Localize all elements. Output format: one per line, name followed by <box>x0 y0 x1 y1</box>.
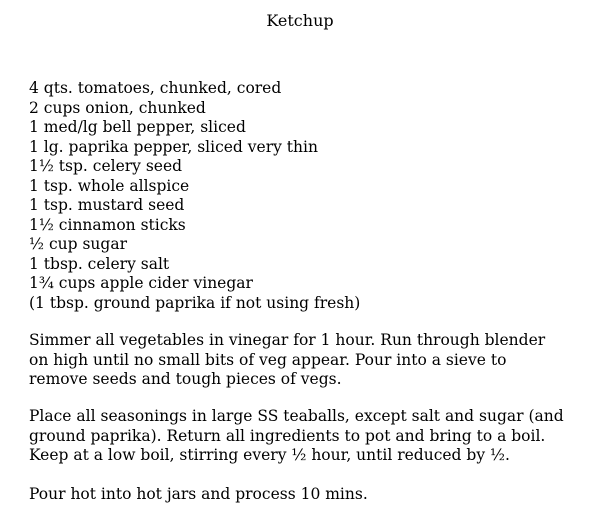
instruction-line: Place all seasonings in large SS teaballs, except salt and sugar (and <box>29 407 564 425</box>
ingredient-item: (1 tbsp. ground paprika if not using fresh) <box>29 293 361 312</box>
instruction-line: Pour hot into hot jars and process 10 mins. <box>29 485 368 503</box>
ingredient-item: 1½ cinnamon sticks <box>29 215 186 234</box>
instruction-paragraph-simmer <box>29 331 545 390</box>
instruction-paragraph-seasonings <box>29 407 564 466</box>
ingredient-item: 1 med/lg bell pepper, sliced <box>29 118 246 136</box>
instruction-line: Simmer all vegetables in vinegar for 1 hour. Run through blender <box>29 331 546 349</box>
ingredient-item: 2 cups onion, chunked <box>29 98 206 117</box>
instruction-line: remove seeds and tough pieces of vegs. <box>29 370 342 388</box>
instruction-line: on high until no small bits of veg appear. Pour into a sieve to <box>29 350 507 369</box>
ingredient-item: 1¾ cups apple cider vinegar <box>29 274 253 292</box>
ingredient-item: 1 tbsp. celery salt <box>29 254 170 273</box>
recipe-title: Ketchup <box>266 11 334 30</box>
ingredient-item: 4 qts. tomatoes, chunked, cored <box>29 79 282 97</box>
instruction-paragraph-canning <box>29 485 368 505</box>
ingredient-item: 1 tsp. whole allspice <box>29 176 190 195</box>
ingredient-item: 1 lg. paprika pepper, sliced very thin <box>29 137 318 156</box>
ingredient-item: 1 tsp. mustard seed <box>29 196 185 214</box>
instruction-line: ground paprika). Return all ingredients to pot and bring to a boil. <box>29 426 546 445</box>
ingredient-item: 1½ tsp. celery seed <box>29 157 183 175</box>
ingredient-list <box>29 79 360 313</box>
instruction-line: Keep at a low boil, stirring every ½ hour, until reduced by ½. <box>29 446 510 464</box>
ingredient-item: ½ cup sugar <box>29 235 127 253</box>
